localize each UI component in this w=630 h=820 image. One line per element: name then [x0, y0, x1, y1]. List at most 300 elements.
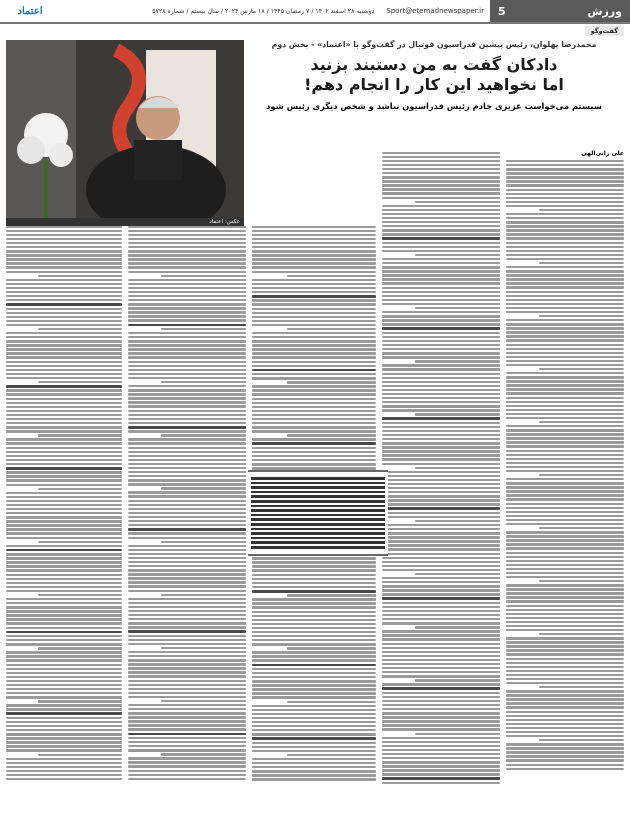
text-line: [382, 561, 500, 563]
text-line: [382, 610, 500, 612]
pull-quote-line: [251, 509, 385, 512]
pull-quote-line: [251, 528, 385, 531]
text-line: [252, 316, 376, 318]
text-line: [38, 647, 122, 649]
text-line: [506, 323, 624, 325]
text-line: [506, 213, 624, 215]
text-line: [128, 234, 246, 236]
text-line: [506, 189, 624, 191]
text-line: [506, 617, 624, 619]
text-line: [382, 458, 500, 460]
text-line: [6, 606, 122, 608]
text-line: [128, 258, 246, 260]
text-line: [506, 605, 624, 607]
text-line: [506, 180, 624, 182]
text-line: [128, 630, 246, 633]
text-line: [161, 700, 246, 702]
pull-quote-line: [251, 500, 385, 503]
text-line: [506, 176, 624, 178]
text-line: [128, 770, 246, 772]
text-line: [161, 594, 246, 596]
text-line: [382, 499, 500, 501]
text-line: [6, 459, 122, 461]
text-line: [506, 670, 624, 672]
text-line: [506, 556, 624, 558]
text-line: [382, 557, 500, 559]
text-line: [506, 441, 624, 443]
text-line: [382, 315, 500, 317]
text-line: [6, 422, 122, 424]
text-line: [6, 737, 122, 739]
text-line: [6, 655, 122, 657]
text-line: [6, 410, 122, 412]
text-line: [252, 655, 376, 657]
text-line: [382, 172, 500, 174]
text-line: [252, 709, 376, 711]
text-line: [252, 418, 376, 420]
text-line: [128, 520, 246, 522]
text-line: [382, 475, 500, 477]
text-line: [506, 539, 624, 541]
text-line: [6, 312, 122, 314]
text-line: [128, 667, 246, 669]
text-line: [252, 324, 376, 326]
text-line: [252, 758, 376, 760]
text-line: [382, 168, 500, 170]
text-line: [6, 438, 122, 440]
author-byline: علی رانی‌الهی: [581, 150, 624, 157]
text-line: [6, 389, 122, 391]
text-line: [6, 373, 122, 375]
text-line: [252, 365, 376, 367]
text-line: [252, 262, 376, 264]
text-line: [6, 733, 122, 735]
text-line: [128, 348, 246, 350]
text-line: [382, 164, 500, 166]
text-line: [128, 602, 246, 604]
text-line: [415, 307, 500, 309]
text-line: [128, 671, 246, 673]
text-line: [506, 450, 624, 452]
text-line: [6, 688, 122, 690]
text-line: [6, 295, 122, 297]
text-line: [128, 430, 246, 432]
text-line: [128, 643, 246, 645]
text-line: [252, 258, 376, 260]
text-line: [506, 242, 624, 244]
text-line: [38, 488, 122, 490]
text-line: [161, 647, 246, 649]
text-line: [506, 282, 624, 284]
text-line: [38, 328, 122, 330]
text-line: [506, 327, 624, 329]
text-line: [6, 332, 122, 334]
text-line: [287, 594, 376, 596]
section-email: Sport@etemadnewspaper.ir: [386, 7, 484, 15]
text-line: [6, 250, 122, 252]
text-line: [252, 561, 376, 563]
text-line: [382, 152, 500, 154]
text-line: [252, 287, 376, 289]
text-line: [287, 754, 376, 756]
text-line: [128, 598, 246, 600]
text-line: [128, 262, 246, 264]
text-line: [6, 639, 122, 641]
text-line: [252, 402, 376, 404]
text-line: [506, 682, 624, 684]
text-line: [6, 447, 122, 449]
text-line: [506, 205, 624, 207]
text-line: [382, 450, 500, 452]
text-line: [6, 406, 122, 408]
text-line: [128, 356, 246, 358]
text-line: [506, 519, 624, 521]
text-line: [506, 658, 624, 660]
text-line: [252, 414, 376, 416]
text-line: [506, 494, 624, 496]
text-line: [382, 704, 500, 706]
text-line: [6, 643, 122, 645]
text-line: [382, 278, 500, 280]
text-line: [6, 586, 122, 588]
text-line: [128, 287, 246, 289]
text-line: [506, 307, 624, 309]
text-line: [6, 426, 122, 428]
text-line: [506, 286, 624, 288]
text-line: [252, 242, 376, 244]
text-line: [6, 393, 122, 395]
text-line: [382, 503, 500, 505]
text-line: [6, 344, 122, 346]
text-line: [252, 279, 376, 281]
text-line: [128, 365, 246, 367]
text-line: [506, 397, 624, 399]
text-line: [382, 389, 500, 391]
pull-quote-line: [251, 491, 385, 494]
text-line: [506, 674, 624, 676]
text-line: [506, 376, 624, 378]
text-line: [506, 547, 624, 549]
text-line: [6, 226, 122, 228]
text-line: [6, 676, 122, 678]
text-line: [382, 753, 500, 755]
text-line: [6, 749, 122, 751]
text-line: [6, 574, 122, 576]
text-line: [128, 585, 246, 587]
text-line: [506, 270, 624, 272]
text-line: [252, 684, 376, 686]
text-line: [506, 405, 624, 407]
text-line: [6, 516, 122, 518]
text-line: [252, 250, 376, 252]
pull-quote-line: [251, 514, 385, 517]
text-line: [6, 258, 122, 260]
kicker-label: گفت‌وگو: [585, 26, 624, 36]
text-line: [252, 254, 376, 256]
text-line: [6, 721, 122, 723]
text-line: [382, 225, 500, 227]
text-line: [128, 561, 246, 563]
text-line: [506, 596, 624, 598]
text-line: [128, 459, 246, 461]
text-line: [161, 434, 246, 436]
text-line: [252, 271, 376, 273]
text-line: [128, 610, 246, 612]
text-line: [128, 283, 246, 285]
text-line: [506, 609, 624, 611]
text-line: [506, 592, 624, 594]
pull-quote-line: [251, 518, 385, 521]
text-line: [382, 528, 500, 530]
text-line: [6, 238, 122, 240]
text-line: [6, 704, 122, 706]
text-line: [6, 442, 122, 444]
text-line: [161, 487, 246, 489]
text-line: [382, 553, 500, 555]
text-line: [128, 295, 246, 297]
headline-title-line1: دادکان گفت به من دستبند بزنید: [310, 55, 558, 74]
text-line: [382, 565, 500, 567]
text-line: [506, 401, 624, 403]
text-line: [6, 565, 122, 567]
text-line: [252, 266, 376, 268]
text-line: [128, 565, 246, 567]
text-line: [128, 622, 246, 624]
text-line: [506, 584, 624, 586]
text-line: [382, 597, 500, 600]
text-line: [506, 490, 624, 492]
text-line: [506, 719, 624, 721]
text-line: [128, 246, 246, 248]
page-number: 5: [498, 4, 506, 18]
text-line: [38, 541, 122, 543]
text-line: [252, 635, 376, 637]
text-line: [128, 504, 246, 506]
text-line: [382, 769, 500, 771]
text-line: [252, 778, 376, 780]
text-line: [506, 352, 624, 354]
text-line: [415, 733, 500, 735]
text-line: [382, 622, 500, 624]
text-line: [506, 470, 624, 472]
text-line: [382, 638, 500, 640]
text-line: [415, 520, 500, 522]
text-line: [382, 221, 500, 223]
text-line: [252, 246, 376, 248]
text-line: [252, 385, 376, 387]
pull-quote-line: [251, 505, 385, 508]
text-line: [252, 447, 376, 449]
text-line: [252, 627, 376, 629]
text-line: [382, 749, 500, 751]
text-line: [128, 545, 246, 547]
text-line: [506, 466, 624, 468]
text-line: [382, 303, 500, 305]
text-line: [382, 197, 500, 199]
text-line: [382, 655, 500, 657]
text-line: [6, 717, 122, 719]
text-line: [128, 728, 246, 730]
article-column-4: [128, 224, 246, 812]
text-line: [382, 548, 500, 550]
text-line: [382, 233, 500, 235]
text-line: [6, 336, 122, 338]
text-line: [6, 500, 122, 502]
article-column-1: [506, 150, 624, 812]
text-line: [382, 712, 500, 714]
text-line: [128, 761, 246, 763]
text-line: [506, 727, 624, 729]
text-line: [382, 430, 500, 432]
text-line: [6, 246, 122, 248]
text-line: [382, 479, 500, 481]
text-line: [382, 687, 500, 690]
pull-quote-box: [248, 470, 388, 556]
text-line: [506, 621, 624, 623]
text-line: [38, 754, 122, 756]
text-line: [382, 217, 500, 219]
text-line: [252, 590, 376, 593]
text-line: [128, 708, 246, 710]
issue-info: دوشنبه ۲۸ اسفند ۱۴۰۲ / ۷ رمضان ۱۴۴۵ / ۱۸ مارس ۲۰۲۴ / سال بیستم / شماره ۵۷۲۸: [152, 7, 375, 15]
text-line: [128, 438, 246, 440]
text-line: [382, 544, 500, 546]
text-line: [6, 303, 122, 306]
text-line: [506, 392, 624, 394]
text-line: [128, 733, 246, 736]
text-line: [506, 576, 624, 578]
text-line: [128, 242, 246, 244]
text-line: [382, 311, 500, 313]
text-line: [6, 398, 122, 400]
text-line: [161, 541, 246, 543]
text-line: [252, 299, 376, 301]
text-line: [506, 409, 624, 411]
text-line: [38, 594, 122, 596]
text-line: [382, 630, 500, 632]
text-line: [128, 778, 246, 780]
text-line: [382, 765, 500, 767]
text-line: [6, 520, 122, 522]
text-line: [252, 737, 376, 740]
text-line: [128, 385, 246, 387]
text-line: [506, 364, 624, 366]
text-line: [382, 192, 500, 194]
text-line: [382, 724, 500, 726]
text-line: [128, 303, 246, 305]
text-line: [506, 560, 624, 562]
text-line: [382, 720, 500, 722]
text-line: [506, 662, 624, 664]
text-line: [38, 434, 122, 436]
text-line: [252, 639, 376, 641]
text-line: [506, 217, 624, 219]
text-line: [539, 368, 624, 370]
text-line: [128, 324, 246, 327]
text-line: [252, 611, 376, 613]
text-line: [128, 336, 246, 338]
text-line: [539, 262, 624, 264]
text-line: [382, 708, 500, 710]
text-line: [6, 316, 122, 318]
text-line: [128, 716, 246, 718]
text-line: [252, 713, 376, 715]
text-line: [506, 413, 624, 415]
text-line: [506, 160, 624, 162]
text-line: [252, 774, 376, 776]
text-line: [128, 549, 246, 551]
text-line: [506, 702, 624, 704]
text-line: [382, 274, 500, 276]
text-line: [38, 275, 122, 277]
text-line: [506, 437, 624, 439]
text-line: [128, 393, 246, 395]
text-line: [539, 209, 624, 211]
text-line: [128, 765, 246, 767]
text-line: [128, 532, 246, 534]
text-line: [252, 643, 376, 645]
text-line: [6, 684, 122, 686]
text-line: [506, 445, 624, 447]
text-line: [252, 344, 376, 346]
text-line: [252, 430, 376, 432]
text-line: [506, 653, 624, 655]
text-line: [382, 782, 500, 784]
text-line: [506, 201, 624, 203]
text-line: [128, 569, 246, 571]
text-line: [128, 410, 246, 412]
text-line: [6, 385, 122, 388]
text-line: [6, 553, 122, 555]
text-line: [506, 731, 624, 733]
text-line: [128, 737, 246, 739]
text-line: [6, 561, 122, 563]
text-line: [506, 380, 624, 382]
text-line: [252, 659, 376, 661]
text-line: [128, 516, 246, 518]
text-line: [506, 274, 624, 276]
text-line: [6, 365, 122, 367]
text-line: [252, 557, 376, 559]
text-line: [252, 422, 376, 424]
text-line: [382, 295, 500, 297]
text-line: [506, 299, 624, 301]
text-line: [128, 581, 246, 583]
text-line: [6, 377, 122, 379]
text-line: [6, 770, 122, 772]
text-line: [506, 266, 624, 268]
text-line: [382, 242, 500, 244]
text-line: [6, 578, 122, 580]
text-line: [382, 495, 500, 497]
text-line: [6, 672, 122, 674]
text-line: [252, 602, 376, 604]
text-line: [382, 647, 500, 649]
text-line: [506, 511, 624, 513]
pull-quote-line: [251, 495, 385, 498]
text-line: [506, 184, 624, 186]
text-line: [6, 602, 122, 604]
text-line: [6, 774, 122, 776]
text-line: [128, 377, 246, 379]
text-line: [382, 643, 500, 645]
text-line: [252, 742, 376, 744]
text-line: [506, 319, 624, 321]
masthead: [0, 0, 630, 22]
text-line: [506, 237, 624, 239]
text-line: [382, 589, 500, 591]
text-line: [6, 659, 122, 661]
